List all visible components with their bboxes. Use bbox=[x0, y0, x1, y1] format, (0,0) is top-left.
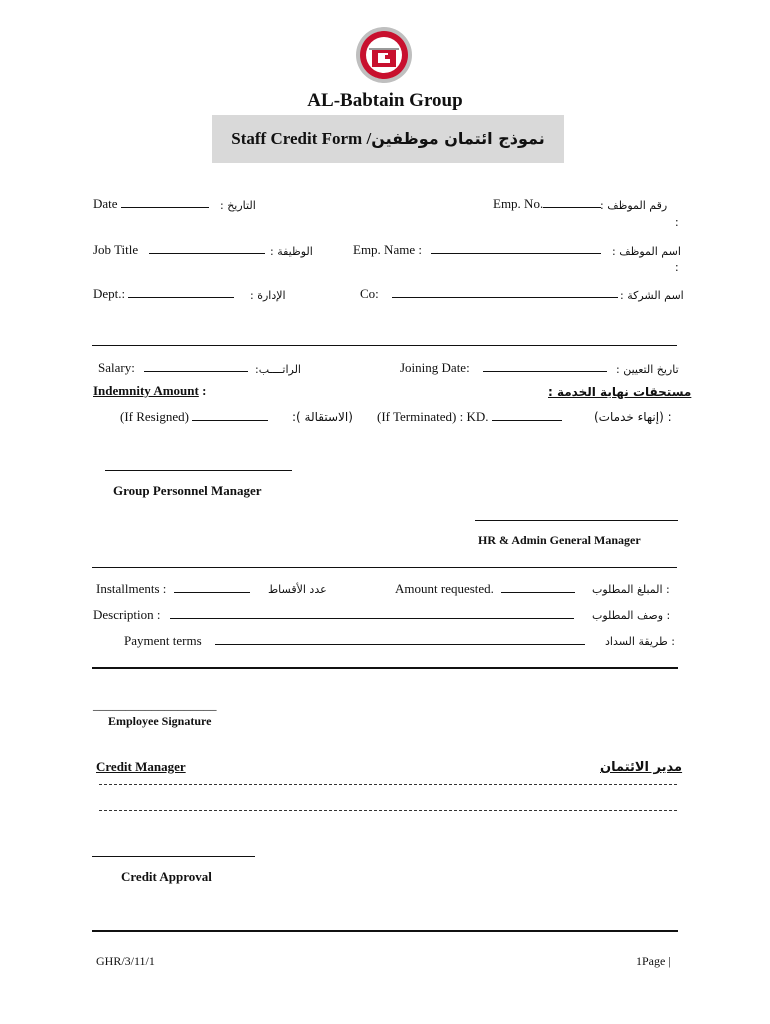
payment-terms-field bbox=[124, 633, 585, 649]
installments-input-line[interactable] bbox=[174, 581, 250, 593]
indemnity-label-ar: مستحقات نهاية الخدمة : bbox=[548, 385, 692, 399]
emp-no-label-ar: رقم الموظف : bbox=[600, 199, 668, 212]
emp-no-colon: : bbox=[675, 214, 679, 229]
joining-date-label-ar: تاريخ التعيين : bbox=[616, 363, 679, 376]
dept-field bbox=[93, 286, 234, 302]
if-resigned-label: (If Resigned) bbox=[120, 409, 189, 424]
form-title-ar: نموذج ائتمان موظفين bbox=[371, 129, 545, 148]
credit-manager-label-ar: مدير الائتمان bbox=[600, 760, 683, 775]
indemnity-label: Indemnity Amount bbox=[93, 383, 199, 398]
if-resigned-field bbox=[120, 409, 268, 425]
form-title bbox=[212, 129, 564, 149]
credit-manager-notes-line-1[interactable] bbox=[99, 784, 677, 785]
emp-no-label: Emp. No. bbox=[493, 196, 544, 211]
emp-no-field bbox=[493, 196, 601, 212]
job-title-label: Job Title bbox=[93, 242, 139, 257]
salary-input-line[interactable] bbox=[144, 360, 248, 372]
joining-date-field bbox=[400, 360, 607, 376]
al-babtain-logo bbox=[355, 26, 413, 84]
dept-label: Dept.: bbox=[93, 286, 126, 301]
co-label-ar: اسم الشركة : bbox=[620, 289, 684, 302]
date-input-line[interactable] bbox=[121, 196, 209, 208]
job-title-input-line[interactable] bbox=[149, 242, 265, 254]
employee-signature-label: Employee Signature bbox=[108, 714, 212, 728]
page-number: 1Page | bbox=[636, 954, 671, 968]
emp-no-input-line[interactable] bbox=[543, 196, 601, 208]
indemnity-colon: : bbox=[202, 383, 207, 398]
joining-date-input-line[interactable] bbox=[483, 360, 607, 372]
form-code: GHR/3/11/1 bbox=[96, 954, 155, 968]
credit-approval-signature-line[interactable] bbox=[92, 856, 255, 857]
hr-admin-manager-label: HR & Admin General Manager bbox=[478, 533, 641, 547]
co-label: Co: bbox=[360, 286, 379, 301]
payment-terms-input-line[interactable] bbox=[215, 633, 585, 645]
installments-label-ar: عدد الأقساط bbox=[268, 583, 327, 596]
dept-input-line[interactable] bbox=[128, 286, 234, 298]
indemnity-heading bbox=[93, 383, 206, 399]
emp-name-label: Emp. Name : bbox=[353, 242, 422, 257]
group-personnel-manager-label: Group Personnel Manager bbox=[113, 483, 262, 498]
emp-name-label-ar: اسم الموظف : bbox=[612, 245, 681, 258]
credit-manager-notes-line-2[interactable] bbox=[99, 810, 677, 811]
date-field bbox=[93, 196, 209, 212]
if-terminated-label-ar: : (إنهاء خدمات) bbox=[594, 410, 672, 424]
date-label: Date bbox=[93, 196, 118, 211]
form-title-en: Staff Credit Form / bbox=[231, 129, 372, 148]
joining-date-label: Joining Date: bbox=[400, 360, 470, 375]
salary-label-ar: الراتــــب: bbox=[255, 363, 301, 376]
salary-label: Salary: bbox=[98, 360, 135, 375]
group-personnel-signature-line[interactable] bbox=[105, 470, 292, 471]
section-divider-2 bbox=[92, 567, 677, 568]
co-field bbox=[360, 286, 618, 302]
dept-label-ar: الإدارة : bbox=[250, 289, 286, 302]
footer-divider bbox=[92, 930, 678, 932]
description-label-ar: : وصف المطلوب bbox=[592, 609, 671, 622]
if-terminated-label: (If Terminated) : KD. bbox=[377, 409, 489, 424]
job-title-field bbox=[93, 242, 265, 258]
section-divider-3 bbox=[92, 667, 678, 669]
amount-requested-input-line[interactable] bbox=[501, 581, 575, 593]
emp-name-input-line[interactable] bbox=[431, 242, 601, 254]
amount-requested-label: Amount requested. bbox=[395, 581, 494, 596]
description-label: Description : bbox=[93, 607, 161, 622]
section-divider-1 bbox=[92, 345, 677, 346]
if-terminated-field bbox=[377, 409, 562, 425]
salary-field bbox=[98, 360, 248, 376]
description-input-line[interactable] bbox=[170, 607, 574, 619]
co-input-line[interactable] bbox=[392, 286, 618, 298]
if-resigned-input-line[interactable] bbox=[192, 409, 268, 421]
installments-field bbox=[96, 581, 250, 597]
amount-requested-label-ar: : المبلغ المطلوب bbox=[592, 583, 670, 596]
if-terminated-input-line[interactable] bbox=[492, 409, 562, 421]
if-resigned-label-ar: (الاستقالة ): bbox=[292, 410, 353, 424]
description-field bbox=[93, 607, 574, 623]
employee-signature-line[interactable]: ___________________ bbox=[93, 697, 217, 712]
credit-approval-label: Credit Approval bbox=[121, 869, 212, 884]
emp-name-colon: : bbox=[675, 259, 679, 274]
credit-manager-label: Credit Manager bbox=[96, 759, 186, 774]
payment-terms-label: Payment terms bbox=[124, 633, 202, 648]
emp-name-field bbox=[353, 242, 601, 258]
job-title-label-ar: الوظيفة : bbox=[270, 245, 313, 258]
payment-terms-label-ar: : طريقة السداد bbox=[605, 635, 675, 648]
installments-label: Installments : bbox=[96, 581, 167, 596]
hr-admin-signature-line[interactable] bbox=[475, 520, 678, 521]
date-label-ar: التاريخ : bbox=[220, 199, 256, 212]
company-name: AL-Babtain Group bbox=[307, 90, 463, 111]
amount-requested-field bbox=[395, 581, 575, 597]
